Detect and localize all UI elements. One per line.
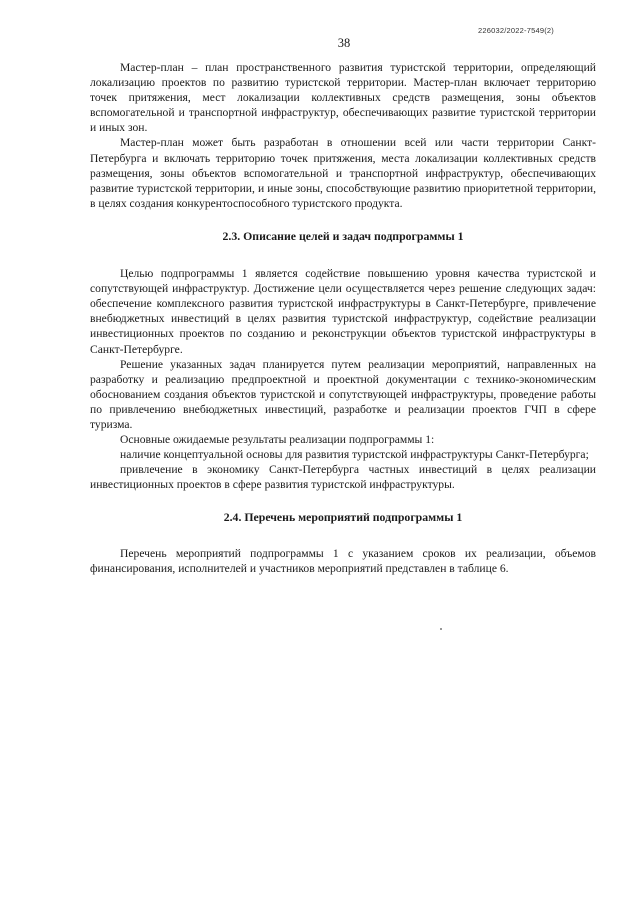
paragraph-tasks-solution: Решение указанных задач планируется путем реализации мероприятий, направленных на разработку и реализацию предпроектной и проектной документации с технико-экономическим обоснованием создания объектов туристской и сопутствующей инфраструктуры, проведение работы по привлечению внебюджетных инвестиций, разработке и реализации проектов ГЧП в сфере туризма. (90, 357, 596, 431)
page-content (90, 60, 596, 576)
paragraph-master-plan-scope: Мастер-план может быть разработан в отношении всей или части территории Санкт-Петербурга и включать территорию точек притяжения, места локализации коллективных средств размещения, зоны объектов вспомогательной и транспортной инфраструктур, обеспечивающих развитие туристской территории, и иные зоны, способствующие развитию приоритетной территории, в целях создания конкурентоспособного туристского продукта. (90, 136, 596, 210)
paragraph-measures-list: Перечень мероприятий подпрограммы 1 с указанием сроков их реализации, объемов финансирования, исполнителей и участников мероприятий представлен в таблице 6. (90, 546, 596, 575)
section-heading-2-4: 2.4. Перечень мероприятий подпрограммы 1 (223, 510, 463, 525)
section-heading-2-3: 2.3. Описание целей и задач подпрограммы 1 (222, 228, 464, 243)
paragraph-master-plan-definition: Мастер-план – план пространственного развития туристской территории, определяющий локализацию проектов по развитию туристской территории. Мастер-план включает территорию точек притяжения, мест локализации коллективных средств размещения, зоны объектов вспомогательной и транспортной инфраструктур, обеспечивающих развитие туристской территории и иных зон. (90, 61, 596, 135)
paragraph-result-2: привлечение в экономику Санкт-Петербурга частных инвестиций в целях реализации инвестиционных проектов в сфере развития туристской инфраструктуры. (90, 463, 596, 492)
document-id: 226032/2022-7549(2) (478, 26, 554, 35)
paragraph-expected-results-intro: Основные ожидаемые результаты реализации подпрограммы 1: (120, 433, 435, 447)
scan-speck (440, 628, 442, 630)
page-number: 38 (337, 36, 351, 50)
paragraph-result-1: наличие концептуальной основы для развития туристской инфраструктуры Санкт-Петербурга; (120, 448, 589, 462)
paragraph-goal: Целью подпрограммы 1 является содействие повышению уровня качества туристской и сопутствующей инфраструктур. Достижение цели осуществляется через решение следующих задач: обеспечение комплексного развития туристской инфраструктуры в Санкт-Петербурге, привлечение внебюджетных инвестиций в целях развития туристской инфраструктур, содействие реализации инвестиционных проектов по созданию и реконструкции объектов туристской инфраструктуры в Санкт-Петербурге. (90, 267, 596, 356)
